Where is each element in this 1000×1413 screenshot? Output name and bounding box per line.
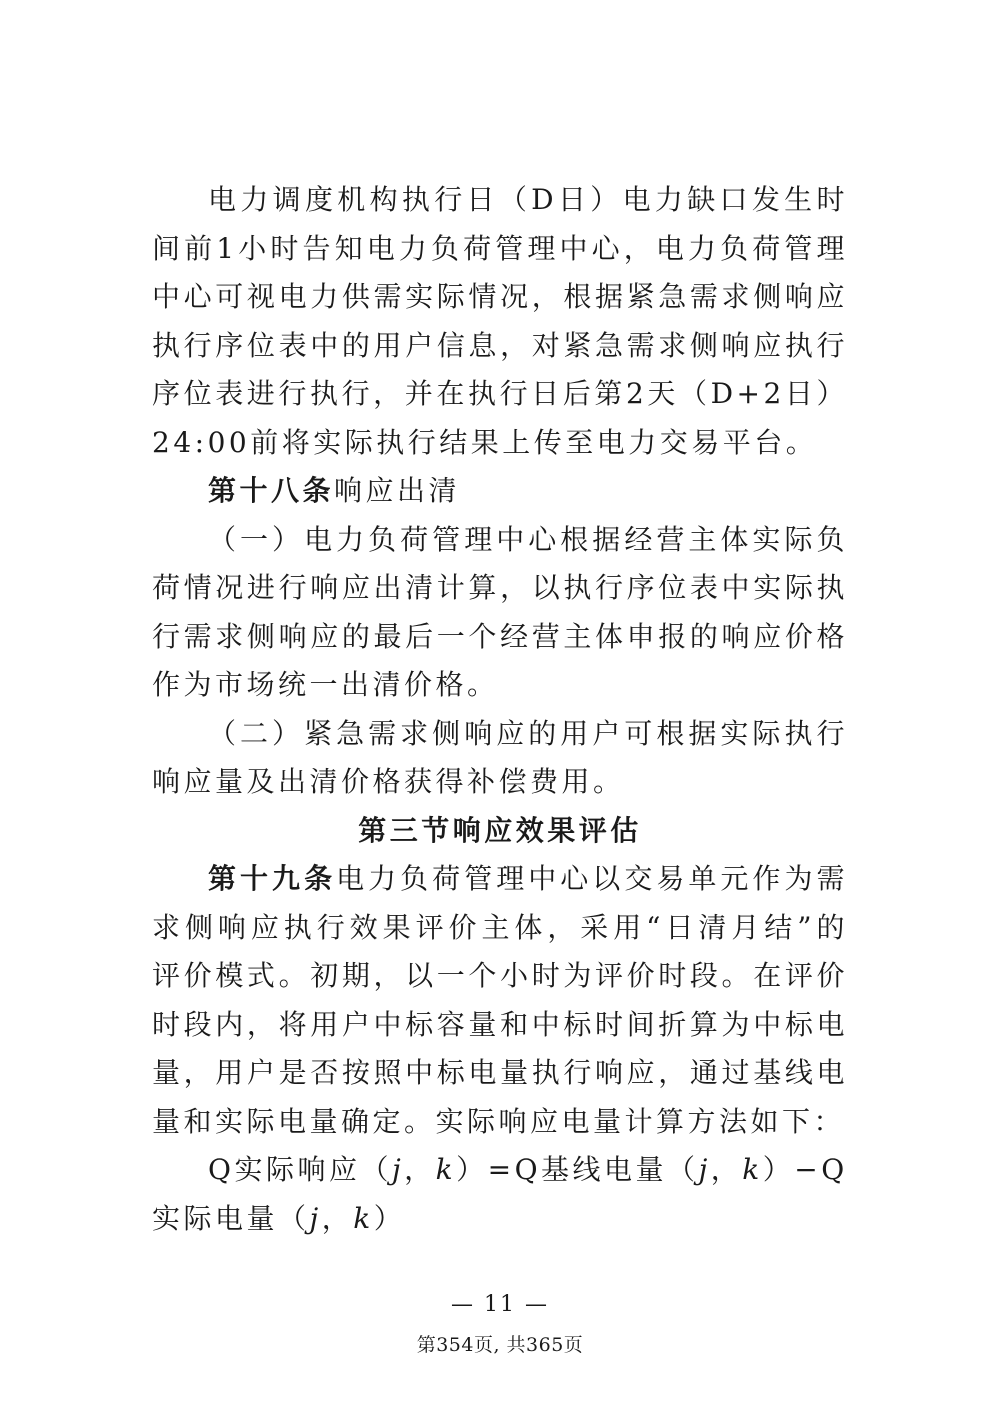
page-number: — 11 — bbox=[451, 1292, 549, 1317]
formula-sep: ， bbox=[321, 1201, 354, 1235]
formula-lhs: Q实际响应（ bbox=[208, 1153, 392, 1186]
formula-var-k: k bbox=[353, 1201, 374, 1235]
formula-var-k: k bbox=[435, 1153, 457, 1186]
formula-var-j: j bbox=[309, 1201, 322, 1235]
paragraph-dispatch-notice: 电力调度机构执行日（D日）电力缺口发生时间前1小时告知电力负荷管理中心，电力负荷管理中心可视电力供需实际情况，根据紧急需求侧响应执行序位表中的用户信息，对紧急需求侧响应执行序位表进行执行，并在执行日后第2天（D+2日）24:00前将实际执行结果上传至电力交易平台。 bbox=[152, 183, 848, 459]
formula-var-j: j bbox=[391, 1153, 405, 1186]
article-19-label: 第十九条 bbox=[208, 862, 337, 895]
article-18-item-2: （二）紧急需求侧响应的用户可根据实际执行响应量及出清价格获得补偿费用。 bbox=[152, 716, 848, 798]
article-19 bbox=[152, 855, 848, 1146]
formula-end: ） bbox=[373, 1201, 406, 1235]
article-19-body: 电力负荷管理中心以交易单元作为需求侧响应执行效果评价主体，采用“日清月结”的评价模式。初期，以一个小时为评价时段。在评价时段内，将用户中标容量和中标时间折算为中标电量，用户是否按照中标电量执行响应，通过基线电量和实际电量确定。实际响应电量计算方法如下： bbox=[152, 862, 848, 1138]
formula-var-j: j bbox=[698, 1153, 711, 1186]
formula-var-k: k bbox=[742, 1153, 763, 1186]
article-18-title: 响应出清 bbox=[334, 474, 461, 507]
article-18 bbox=[152, 467, 848, 516]
document-body bbox=[152, 176, 848, 1243]
formula-sep: ， bbox=[710, 1153, 743, 1186]
formula-sep: ， bbox=[404, 1153, 436, 1186]
response-formula bbox=[152, 1146, 848, 1243]
article-18-item-1: （一）电力负荷管理中心根据经营主体实际负荷情况进行响应出清计算，以执行序位表中实际执行需求侧响应的最后一个经营主体申报的响应价格作为市场统一出清价格。 bbox=[152, 522, 848, 701]
page-count: 第354页, 共365页 bbox=[416, 1334, 584, 1356]
formula-mid: ）−Q实际电量（ bbox=[152, 1153, 848, 1235]
article-18-label: 第十八条 bbox=[208, 474, 335, 507]
section-heading: 第三节响应效果评估 bbox=[358, 813, 642, 847]
formula-mid: ）=Q基线电量（ bbox=[456, 1153, 699, 1186]
